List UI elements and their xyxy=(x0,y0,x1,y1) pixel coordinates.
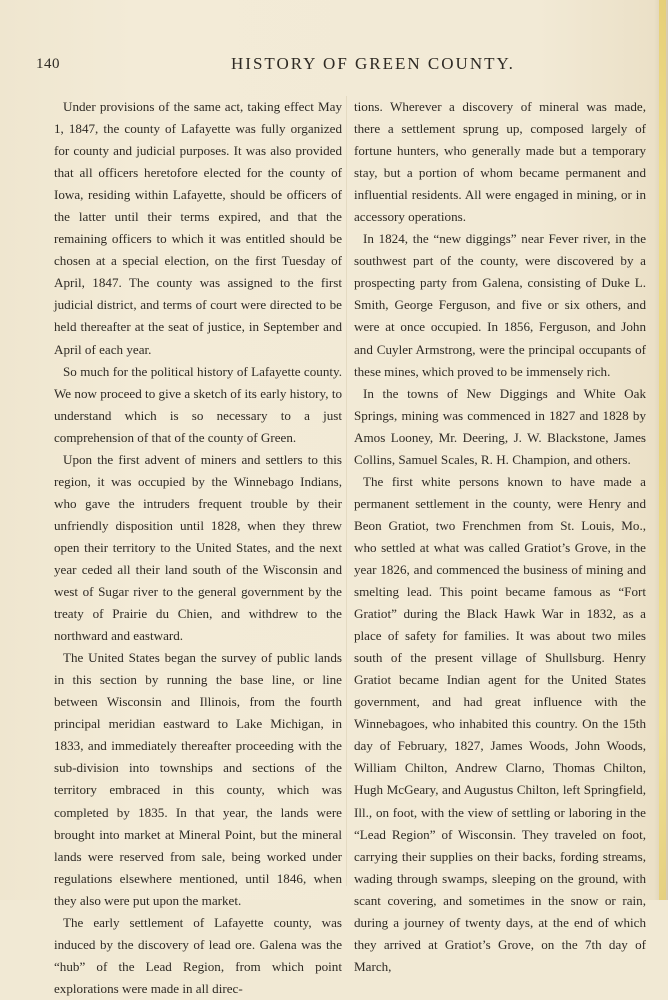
left-column xyxy=(54,96,342,1000)
paragraph: Under provisions of the same act, taking effect May 1, 1847, the county of Lafayette was fully organized for county and judicial purposes. It was also provided that all officers heretofore elected for the county of Iowa, residing within Lafayette, should be officers of the latter until their terms expired, and that the remaining officers to which it was entitled should be chosen at a special election, on the first Tuesday of April, 1847. The county was assigned to the first judicial district, and terms of court were directed to be held thereafter at the seat of justice, in September and April of each year. xyxy=(54,99,342,357)
paragraph: In the towns of New Diggings and White Oak Springs, mining was commenced in 1827 and 1828 by Amos Looney, Mr. Deering, J. W. Blackstone, James Collins, Samuel Scales, R. H. Champion, and others. xyxy=(354,385,646,467)
page-number: 140 xyxy=(36,56,60,72)
right-column xyxy=(354,96,646,978)
column-divider xyxy=(346,96,347,886)
running-title: HISTORY OF GREEN COUNTY. xyxy=(231,54,515,73)
paragraph: Upon the first advent of miners and settlers to this region, it was occupied by the Winnebago Indians, who gave the intruders frequent trouble by their unfriendly disposition until 1828, when they threw open their territory to the United States, and the next year ceded all their land south of the Wisconsin and west of Sugar river to the general government by the treaty of Prairie du Chien, and withdrew to the northward and eastward. xyxy=(54,451,342,644)
paragraph: So much for the political history of Lafayette county. We now proceed to give a sketch of its early history, to understand which is so necessary to a just comprehension of that of the county of Green. xyxy=(54,363,342,445)
paragraph: In 1824, the “new diggings” near Fever river, in the southwest part of the county, were discovered by a prospecting party from Galena, consisting of Duke L. Smith, George Ferguson, and five or six others, and were at once occupied. In 1856, Ferguson, and John and Cuyler Armstrong, were the principal occupants of these mines, which proved to be immensely rich. xyxy=(354,231,646,379)
paragraph-continued: tions. Wherever a discovery of mineral was made, there a settlement sprung up, composed largely of fortune hunters, who generally made but a temporary stay, but a portion of whom became permanent and influential residents. All were engaged in mining, or in accessory operations. xyxy=(354,99,646,225)
paragraph: The first white persons known to have made a permanent settlement in the county, were Henry and Beon Gratiot, two Frenchmen from St. Louis, Mo., who settled at what was called Gratiot’s Grove, in the year 1826, and commenced the business of mining and smelting lead. This point became famous as “Fort Gratiot” during the Black Hawk War in 1832, as a place of safety for families. It was about two miles south of the present village of Shullsburg. Henry Gratiot became Indian agent for the United States government, and had great influence with the Winnebagoes, who inhabited this country. On the 15th day of February, 1827, James Woods, John Woods, William Chilton, Andrew Clarno, Thomas Chilton, Hugh McGeary, and Augustus Chilton, left Springfield, Ill., on foot, with the view of settling or laboring in the “Lead Region” of Wisconsin. They traveled on foot, carrying their supplies on their backs, fording streams, wading through swamps, sleeping on the ground, with scant covering, and sometimes in the snow or rain, during a journey of twenty days, at the end of which they arrived at Gratiot’s Grove, on the 7th day of March, xyxy=(354,473,646,974)
page-header xyxy=(36,48,631,78)
paragraph: The early settlement of Lafayette county, was induced by the discovery of lead ore. Galena was the “hub” of the Lead Region, from which point explorations were made in all direc- xyxy=(54,914,342,996)
page-edge-gilding xyxy=(659,0,666,900)
paragraph: The United States began the survey of public lands in this section by running the base line, or line between Wisconsin and Illinois, from the fourth principal meridian eastward to Lake Michigan, in 1833, and immediately thereafter proceeding with the sub-division into townships and sections of the territory embraced in this county, which was completed by 1835. In that year, the lands were brought into market at Mineral Point, but the mineral lands were reserved from sale, being worked under regulations elsewhere mentioned, until 1846, when they also were put upon the market. xyxy=(54,650,342,908)
